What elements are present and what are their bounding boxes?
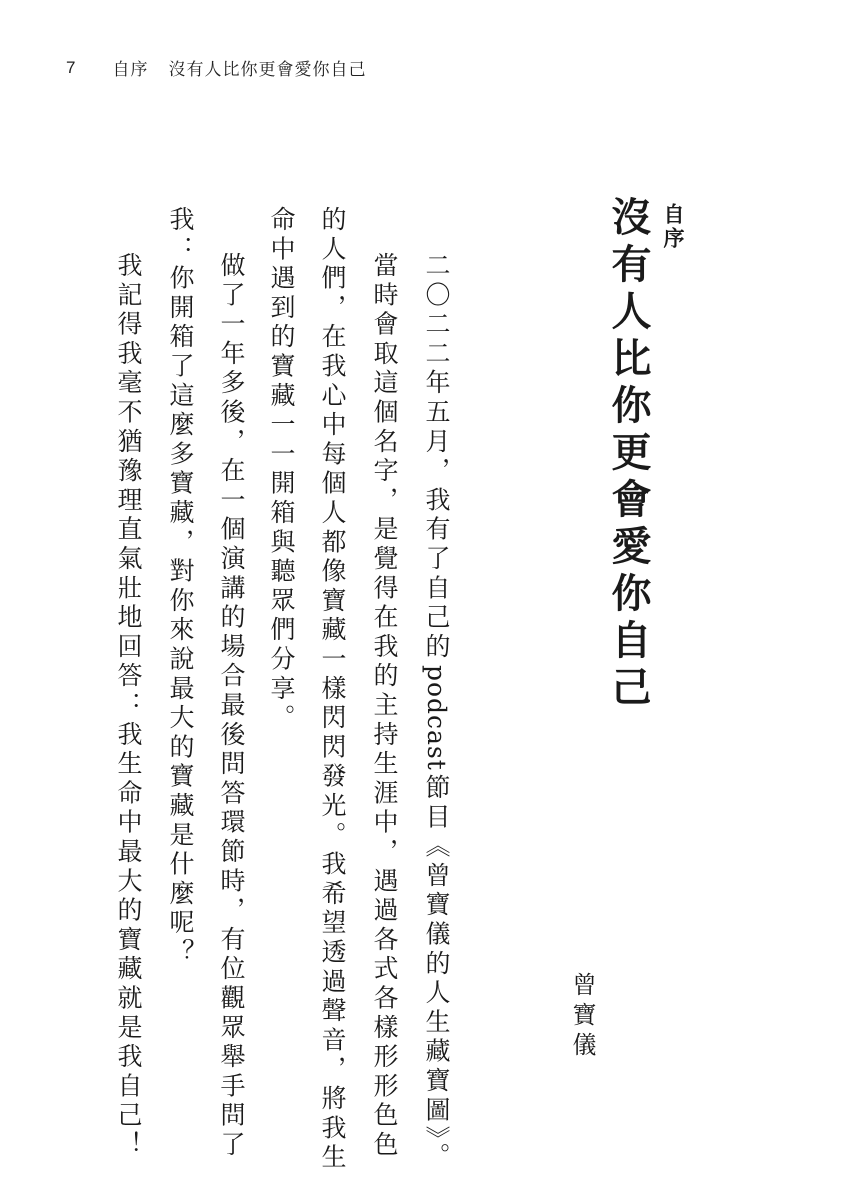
body-line-2: 當時會取這個名字，是覺得在我的主持生涯中，遇過各式各樣形形色色 [370, 252, 399, 1161]
running-header [66, 55, 366, 80]
header-chapter-label: 自序 [112, 60, 149, 79]
body-line-6: 我：你開箱了這麼多寶藏，對你來說最大的寶藏是什麼呢？ [166, 206, 195, 968]
body-line-1-part-a: 二〇二二年五月，我有了自己的 [422, 252, 451, 663]
body-line-1 [424, 252, 449, 1172]
page-number: 7 [66, 57, 77, 77]
body-line-7: 我記得我毫不猶豫理直氣壯地回答：我生命中最大的寶藏就是我自己！ [114, 252, 143, 1161]
body-line-3: 的人們，在我心中每個人都像寶藏一樣閃閃發光。我希望透過聲音，將我生 [318, 206, 347, 1173]
author-name: 曾寶儀 [568, 972, 596, 1062]
body-line-1-latin-word: podcast [422, 665, 451, 772]
chapter-label: 自序 [661, 203, 686, 251]
body-line-1-part-b: 節目《曾寶儀的人生藏寶圖》。 [422, 774, 451, 1172]
header-chapter-title: 沒有人比你更會愛你自己 [168, 60, 367, 79]
body-line-4: 命中遇到的寶藏一一開箱與聽眾們分享。 [267, 206, 296, 734]
body-line-5: 做了一年多後，在一個演講的場合最後問答環節時，有位觀眾舉手問了 [217, 252, 246, 1161]
chapter-title: 沒有人比你更會愛你自己 [605, 196, 652, 713]
